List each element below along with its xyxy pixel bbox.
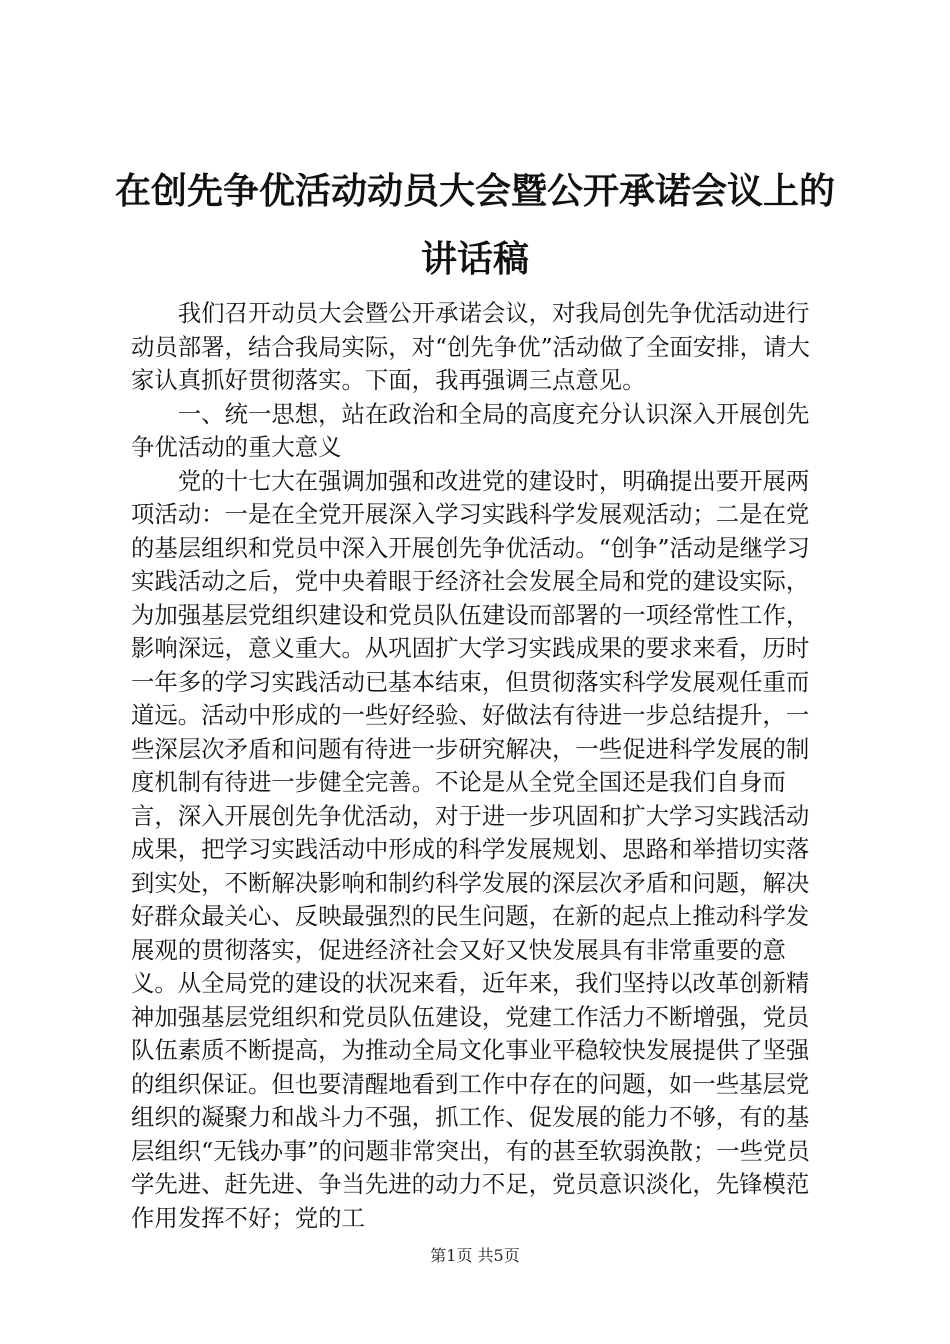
document-body — [131, 297, 830, 1235]
paragraph-section-heading: 一、统一思想，站在政治和全局的高度充分认识深入开展创先争优活动的重大意义 — [131, 399, 810, 461]
document-title: 在创先争优活动动员大会暨公开承诺会议上的讲话稿 — [114, 171, 835, 280]
page-number-footer: 第1页 共5页 — [430, 1246, 520, 1265]
paragraph-intro: 我们召开动员大会暨公开承诺会议，对我局创先争优活动进行动员部署，结合我局实际，对“创先争优”活动做了全面安排，请大家认真抓好贯彻落实。下面，我再强调三点意见。 — [131, 299, 810, 394]
paragraph-main: 党的十七大在强调加强和改进党的建设时，明确提出要开展两项活动：一是在全党开展深入学习实践科学发展观活动；二是在党的基层组织和党员中深入开展创先争优活动。“创争”活动是继学习实践活动之后，党中央着眼于经济社会发展全局和党的建设实际，为加强基层党组织建设和党员队伍建设而部署的一项经常性工作，影响深远，意义重大。从巩固扩大学习实践成果的要求来看，历时一年多的学习实践活动已基本结束，但贯彻落实科学发展观任重而道远。活动中形成的一些好经验、好做法有待进一步总结提升，一些深层次矛盾和问题有待进一步研究解决，一些促进科学发展的制度机制有待进一步健全完善。不论是从全党全国还是我们自身而言，深入开展创先争优活动，对于进一步巩固和扩大学习实践活动成果，把学习实践活动中形成的科学发展规划、思路和举措切实落到实处，不断解决影响和制约科学发展的深层次矛盾和问题，解决好群众最关心、反映最强烈的民生问题，在新的起点上推动科学发展观的贯彻落实，促进经济社会又好又快发展具有非常重要的意义。从全局党的建设的状况来看，近年来，我们坚持以改革创新精神加强基层党组织和党员队伍建设，党建工作活力不断增强，党员队伍素质不断提高，为推动全局文化事业平稳较快发展提供了坚强的组织保证。但也要清醒地看到工作中存在的问题，如一些基层党组织的凝聚力和战斗力不强，抓工作、促发展的能力不够，有的基层组织“无钱办事”的问题非常突出，有的甚至软弱涣散；一些党员学先进、赶先进、争当先进的动力不足，党员意识淡化，先锋模范作用发挥不好；党的工 — [131, 466, 810, 1232]
